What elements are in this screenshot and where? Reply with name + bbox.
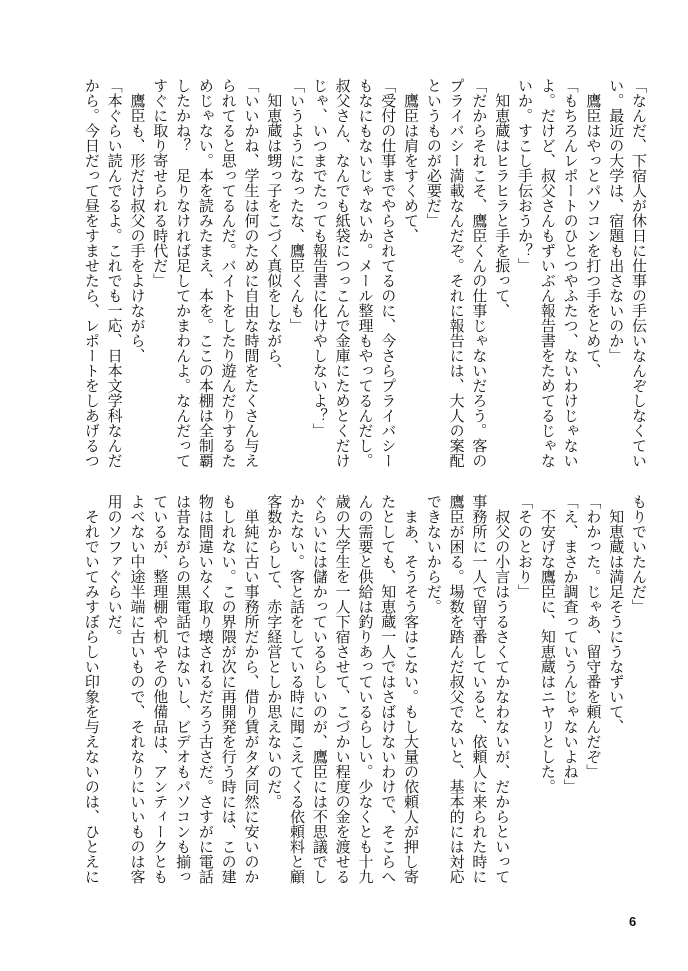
text-column: ぐらいには儲かっているらしいのが、鷹臣には不思議でし bbox=[310, 494, 329, 884]
text-column: よべない中途半端に古いもので、それなりにいいものは客 bbox=[128, 494, 147, 884]
text-column: もしれない。この界隈が次に再開発を行う時には、この建 bbox=[219, 494, 238, 884]
text-column: 「なんだ、下宿人が休日に仕事の手伝いなんぞしなくてい bbox=[630, 78, 648, 468]
text-column: もりでいたんだ」 bbox=[630, 494, 648, 614]
text-column: ているが、整理棚や机やその他備品は、アンティークとも bbox=[151, 494, 170, 884]
text-column: 「え、まさか調査っていうんじゃないよね」 bbox=[561, 494, 580, 794]
lower-text-block bbox=[80, 494, 650, 894]
text-column: 「受付の仕事までやらされてるのに、今さらプライバシー bbox=[379, 78, 398, 468]
text-column: まあ、そうそう客はこない。もし大量の依頼人が押し寄 bbox=[402, 494, 421, 884]
text-column: 「だからそれこそ、鷹臣くんの仕事じゃないだろう。客の bbox=[470, 78, 489, 468]
text-column: 事務所に一人で留守番していると、依頼人に来られた時に bbox=[470, 494, 489, 884]
text-column: 叔父の小言はうるさくてかなわないが、だからといって bbox=[493, 494, 512, 884]
text-column: い。最近の大学は、宿題も出さないのか」 bbox=[607, 78, 626, 363]
text-column: 「そのとおり」 bbox=[516, 494, 535, 599]
text-column: 「いうようになったな、鷹臣くんも」 bbox=[288, 78, 307, 333]
text-column: できないからだ。 bbox=[424, 494, 443, 614]
text-column: 知恵蔵は満足そうにうなずいて、 bbox=[607, 494, 626, 734]
text-column: 「本ぐらい読んでるよ。これでも一応、日本文学科なんだ bbox=[105, 78, 124, 468]
text-column: られてると思ってるんだ。バイトをしたり遊んだりするた bbox=[219, 78, 238, 468]
text-column: 叔父さん、なんでも紙袋につっこんで金庫にためとくだけ bbox=[333, 78, 352, 468]
text-column: 鷹臣も、形だけ叔父の手をよけながら、 bbox=[128, 78, 147, 363]
page-number: 6 bbox=[629, 914, 637, 929]
text-column: 知恵蔵はヒラヒラと手を振って、 bbox=[493, 78, 512, 318]
text-column: 不安げな鷹臣に、知恵蔵はニヤリとした。 bbox=[538, 494, 557, 794]
text-column: いか。すこし手伝おうか？」 bbox=[516, 78, 535, 273]
text-column: 単純に古い事務所だから、借り賃がタダ同然に安いのか bbox=[242, 494, 261, 884]
text-column: それでいてみすぼらしい印象を与えないのは、ひとえに bbox=[82, 494, 101, 884]
text-column: プライバシー満載なんだぞ。それに報告には、大人の案配 bbox=[447, 78, 466, 468]
text-column: から。今日だって昼をすませたら、レポートをしあげるつ bbox=[82, 78, 101, 468]
text-column: めじゃない。本を読みたまえ、本を。ここの本棚は全制覇 bbox=[196, 78, 215, 468]
text-column: んの需要と供給は釣りあっているらしい。少なくとも十九 bbox=[356, 494, 375, 884]
text-column: 鷹臣が困る。場数を踏んだ叔父でないと、基本的には対応 bbox=[447, 494, 466, 884]
text-column: 鷹臣は肩をすくめて、 bbox=[402, 78, 421, 243]
text-column: というものが必要だ」 bbox=[424, 78, 443, 228]
text-column: もなにもないじゃないか。メール整理もやってるんだし。 bbox=[356, 78, 375, 468]
text-column: 「もちろんレポートのひとつやふたつ、ないわけじゃない bbox=[561, 78, 580, 468]
text-column: じゃ、いつまでたっても報告書に化けやしないよ？」 bbox=[310, 78, 329, 438]
text-column: 「わかった。じゃあ、留守番を頼んだぞ」 bbox=[584, 494, 603, 779]
text-column: 「いいかね、学生は何のために自由な時間をたくさん与え bbox=[242, 78, 261, 468]
text-column: 物は間違いなく取り壊されるだろう古さだ。さすがに電話 bbox=[196, 494, 215, 884]
text-column: は昔ながらの黒電話ではないし、ビデオもパソコンも揃っ bbox=[174, 494, 193, 884]
text-column: 知恵蔵は甥っ子をこづく真似をしながら、 bbox=[265, 78, 284, 378]
text-column: かたない。客と話をしている時に聞こえてくる依頼料と顧 bbox=[288, 494, 307, 884]
text-column: 用のソファぐらいだ。 bbox=[105, 494, 124, 644]
upper-text-block bbox=[80, 78, 650, 478]
text-column: よ。だけど、叔父さんもずいぶん報告書をためてるじゃな bbox=[538, 78, 557, 468]
text-column: たとしても、知恵蔵一人ではさばけないわけで、そこらへ bbox=[379, 494, 398, 884]
text-column: したかね？ 足りなければ足してかまわんよ。なんだって bbox=[174, 78, 193, 468]
text-column: すぐに取り寄せられる時代だ」 bbox=[151, 78, 170, 288]
text-column: 客数からして、赤字経営としか思えないのだ。 bbox=[265, 494, 284, 809]
text-column: 鷹臣はやっとパソコンを打つ手をとめて、 bbox=[584, 78, 603, 378]
text-column: 歳の大学生を一人下宿させて、こづかい程度の金を渡せる bbox=[333, 494, 352, 884]
